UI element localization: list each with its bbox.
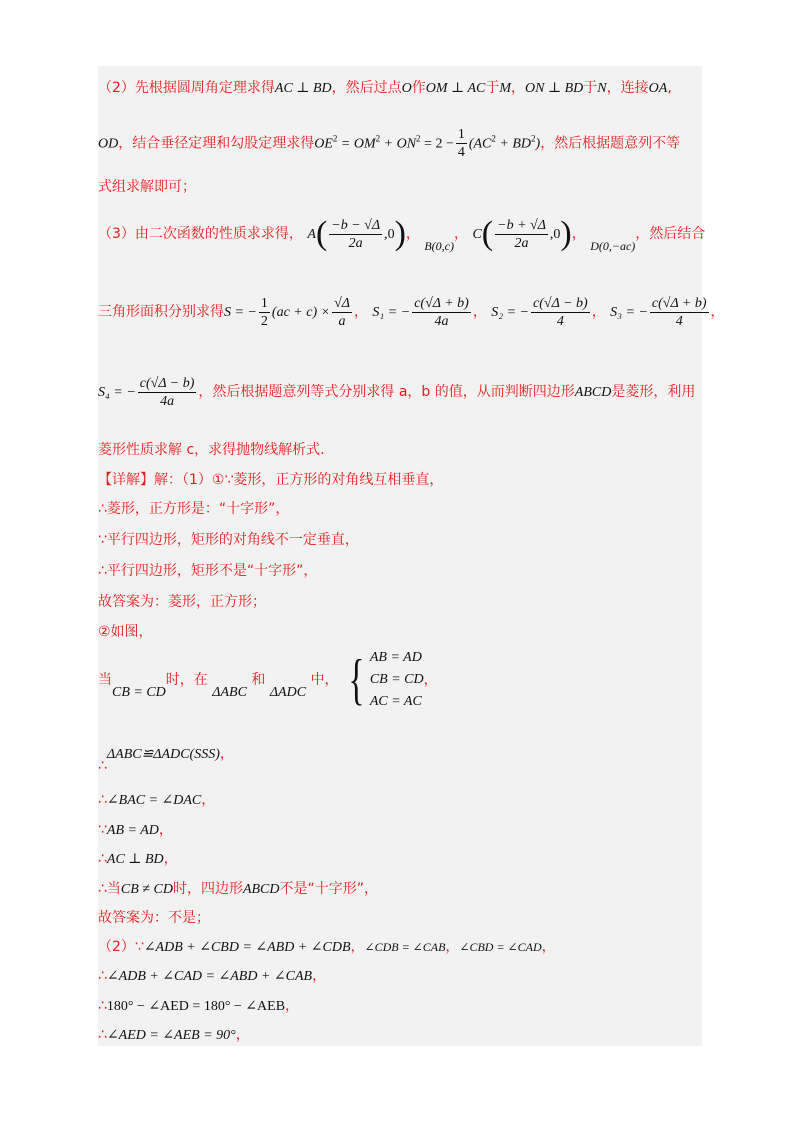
numerator: −b + √Δ bbox=[497, 217, 546, 233]
fraction bbox=[259, 295, 270, 330]
denominator: 4 bbox=[675, 313, 683, 329]
denominator: 4a bbox=[160, 393, 175, 409]
point-b: B(0,c) bbox=[424, 239, 454, 253]
paren: ) bbox=[394, 215, 406, 252]
fraction bbox=[332, 295, 352, 330]
analysis-line-7 bbox=[98, 440, 325, 460]
math: AC ⊥ BD bbox=[106, 852, 164, 867]
text: ， bbox=[454, 226, 468, 242]
detail-line-6 bbox=[98, 622, 153, 642]
math: OM ⊥ AC bbox=[425, 81, 486, 96]
math: ON ⊥ BD bbox=[525, 81, 584, 96]
math: + ON bbox=[380, 136, 417, 152]
detail-line-7 bbox=[98, 644, 438, 716]
numerator: c(√Δ + b) bbox=[651, 295, 707, 311]
math: ,0 bbox=[549, 227, 561, 242]
exponent: 2 bbox=[375, 133, 381, 144]
detail-line-1 bbox=[98, 470, 443, 490]
text: ， bbox=[541, 939, 556, 955]
fraction bbox=[329, 217, 382, 252]
denominator: 2a bbox=[514, 235, 529, 251]
text: ，然后根据题意列等式分别求得 a，b 的值，从而判断四边形 bbox=[198, 384, 575, 400]
therefore-symbol: ∴ bbox=[98, 1027, 107, 1043]
detail-line-2 bbox=[98, 499, 289, 519]
fraction bbox=[495, 217, 548, 252]
therefore-symbol: ∴ bbox=[98, 851, 107, 867]
detail-line-5 bbox=[98, 592, 266, 612]
analysis-line-6 bbox=[98, 372, 695, 413]
math: ,0 bbox=[384, 227, 395, 242]
math: = OM bbox=[337, 136, 376, 152]
text: 当 bbox=[98, 672, 112, 688]
numerator: c(√Δ − b) bbox=[533, 295, 588, 311]
text: 时，在 bbox=[165, 672, 208, 688]
numerator: 1 bbox=[260, 295, 268, 311]
text: , bbox=[667, 80, 672, 96]
text: ， bbox=[591, 304, 606, 320]
point-d: D(0,−ac) bbox=[590, 239, 636, 253]
math: S₁ = − bbox=[372, 305, 411, 320]
exponent: 2 bbox=[332, 133, 338, 144]
text: 于 bbox=[583, 80, 598, 96]
denominator: 2a bbox=[348, 235, 363, 251]
fraction bbox=[456, 126, 467, 161]
equation-system bbox=[343, 644, 424, 716]
math: ∠CBD = ∠CAD bbox=[459, 940, 542, 954]
text: 式组求解即可； bbox=[98, 179, 196, 195]
detail-line-11 bbox=[98, 849, 178, 870]
equation-row: AC = AC bbox=[369, 694, 422, 709]
text: ，然后过点 bbox=[331, 80, 402, 96]
therefore-symbol: ∴ bbox=[98, 758, 107, 774]
fraction bbox=[412, 295, 471, 330]
text: 作 bbox=[411, 80, 426, 96]
text: 不是“十字形”， bbox=[279, 881, 379, 897]
text: ， bbox=[472, 304, 487, 320]
text: ， bbox=[158, 822, 173, 838]
text: 中， bbox=[310, 672, 339, 688]
detail-line-10 bbox=[98, 820, 173, 841]
fraction bbox=[138, 375, 197, 410]
math: S = − bbox=[224, 305, 257, 320]
math: S₄ = − bbox=[98, 385, 136, 400]
math: ∠AED = ∠AEB = 90° bbox=[106, 1028, 236, 1043]
detail-line-14 bbox=[98, 937, 556, 958]
math: ) bbox=[535, 136, 541, 152]
text: 时，四边形 bbox=[172, 881, 243, 897]
detail-line-16 bbox=[98, 996, 299, 1017]
math: CB = CD bbox=[112, 685, 166, 700]
detail-line-15 bbox=[98, 966, 326, 987]
paren: ( bbox=[481, 215, 494, 252]
paren: ( bbox=[315, 215, 328, 252]
analysis-line-4 bbox=[98, 212, 705, 257]
text: ∵平行四边形，矩形的对角线不一定垂直， bbox=[98, 532, 359, 548]
math: ABCD bbox=[242, 882, 280, 897]
analysis-line-2 bbox=[98, 126, 680, 161]
text: ，然后根据题意列不等 bbox=[540, 135, 681, 152]
math: (ac + c) × bbox=[271, 305, 331, 320]
text: 故答案为：菱形，正方形； bbox=[98, 594, 266, 610]
text: ∴平行四边形，矩形不是“十字形”， bbox=[98, 563, 318, 579]
math: ∠ADB + ∠CAD = ∠ABD + ∠CAB bbox=[106, 969, 313, 984]
text: ， bbox=[571, 226, 586, 242]
math: 180° − ∠AED = 180° − ∠AEB bbox=[106, 999, 286, 1014]
detail-line-3 bbox=[98, 530, 359, 550]
text: ， bbox=[285, 998, 300, 1014]
text: ，连接 bbox=[606, 80, 649, 96]
math: ∠BAC = ∠DAC bbox=[106, 793, 202, 808]
detail-line-12 bbox=[98, 879, 378, 900]
text: ， bbox=[710, 304, 725, 320]
denominator: 4 bbox=[457, 145, 465, 160]
exponent: 2 bbox=[416, 133, 421, 144]
numerator: √Δ bbox=[334, 295, 350, 311]
math: (AC bbox=[468, 136, 492, 152]
math: M bbox=[499, 81, 512, 96]
denominator: 4 bbox=[556, 313, 564, 329]
math: + BD bbox=[495, 136, 532, 152]
math: S₃ = − bbox=[610, 305, 648, 320]
equation-row: CB = CD bbox=[369, 672, 424, 687]
therefore-symbol: ∴ bbox=[98, 792, 107, 808]
text: ， bbox=[163, 851, 178, 867]
text: ∴当 bbox=[98, 881, 121, 897]
text: ， bbox=[423, 672, 438, 688]
text: 菱形性质求解 c，求得抛物线解析式. bbox=[98, 442, 325, 458]
math: N bbox=[597, 81, 607, 96]
text: （2）∵ bbox=[98, 939, 144, 955]
text: ， bbox=[445, 939, 460, 955]
text: ，结合垂径定理和勾股定理求得 bbox=[118, 135, 315, 152]
detail-line-4 bbox=[98, 561, 317, 581]
text: （2）先根据圆周角定理求得 bbox=[98, 80, 275, 96]
math: S₂ = − bbox=[491, 305, 530, 320]
because-symbol: ∵ bbox=[98, 822, 107, 838]
text: 故答案为：不是； bbox=[98, 910, 210, 926]
numerator: 1 bbox=[457, 127, 465, 142]
numerator: c(√Δ + b) bbox=[414, 295, 469, 311]
text: ②如图， bbox=[98, 624, 153, 640]
fraction bbox=[531, 295, 590, 330]
text: ，然后结合 bbox=[635, 226, 706, 242]
text: ， bbox=[312, 968, 327, 984]
denominator: 4a bbox=[434, 313, 449, 329]
math: = 2 − bbox=[420, 136, 454, 152]
math: ΔADC bbox=[269, 685, 307, 700]
text: ， bbox=[405, 226, 420, 242]
exponent: 2 bbox=[531, 133, 536, 144]
math: OD bbox=[98, 136, 119, 152]
text: ∴菱形，正方形是：“十字形”， bbox=[98, 501, 290, 517]
text: 三角形面积分别求得 bbox=[98, 304, 224, 320]
math: ABCD bbox=[574, 385, 612, 400]
denominator: 2 bbox=[260, 313, 268, 329]
numerator: −b − √Δ bbox=[331, 217, 381, 233]
equation-row: AB = AD bbox=[369, 650, 422, 665]
text: ， bbox=[350, 939, 365, 955]
text: ， bbox=[201, 792, 216, 808]
numerator: c(√Δ − b) bbox=[139, 375, 195, 391]
denominator: a bbox=[338, 313, 346, 329]
therefore-symbol: ∴ bbox=[98, 968, 107, 984]
detail-line-17 bbox=[98, 1025, 250, 1046]
math: ΔABC bbox=[212, 685, 247, 700]
exponent: 2 bbox=[491, 133, 496, 144]
math: AB = AD bbox=[106, 823, 159, 838]
brace: { bbox=[348, 649, 365, 711]
text: 是菱形，利用 bbox=[611, 384, 696, 400]
analysis-line-5 bbox=[98, 292, 725, 333]
math: AC ⊥ BD bbox=[274, 81, 332, 96]
detail-line-13 bbox=[98, 908, 210, 928]
math: ∠CDB = ∠CAB bbox=[364, 940, 446, 954]
therefore-symbol: ∴ bbox=[98, 998, 107, 1014]
fraction bbox=[650, 295, 709, 330]
math: O bbox=[401, 81, 412, 96]
math: OE bbox=[314, 136, 333, 152]
text: （3）由二次函数的性质求求得， bbox=[98, 226, 303, 242]
point-c: C bbox=[472, 227, 482, 242]
math: ∠ADB + ∠CBD = ∠ABD + ∠CDB bbox=[143, 940, 351, 955]
math: OA bbox=[648, 81, 668, 96]
text: ， bbox=[235, 1027, 250, 1043]
analysis-line-1 bbox=[98, 78, 672, 99]
text: ， bbox=[219, 746, 234, 762]
text: 和 bbox=[251, 672, 266, 688]
text: 于 bbox=[485, 80, 500, 96]
detail-line-8 bbox=[98, 740, 234, 774]
math: ΔABC≌ΔADC(SSS) bbox=[106, 747, 220, 762]
detail-line-9 bbox=[98, 790, 215, 811]
text: ， bbox=[511, 80, 526, 96]
point-a: A bbox=[307, 227, 316, 242]
math: CB ≠ CD bbox=[120, 882, 173, 897]
paren: ) bbox=[560, 215, 572, 252]
analysis-line-3 bbox=[98, 177, 196, 197]
text: ， bbox=[353, 304, 368, 320]
text: 【详解】解：（1）①∵菱形，正方形的对角线互相垂直， bbox=[98, 472, 444, 488]
